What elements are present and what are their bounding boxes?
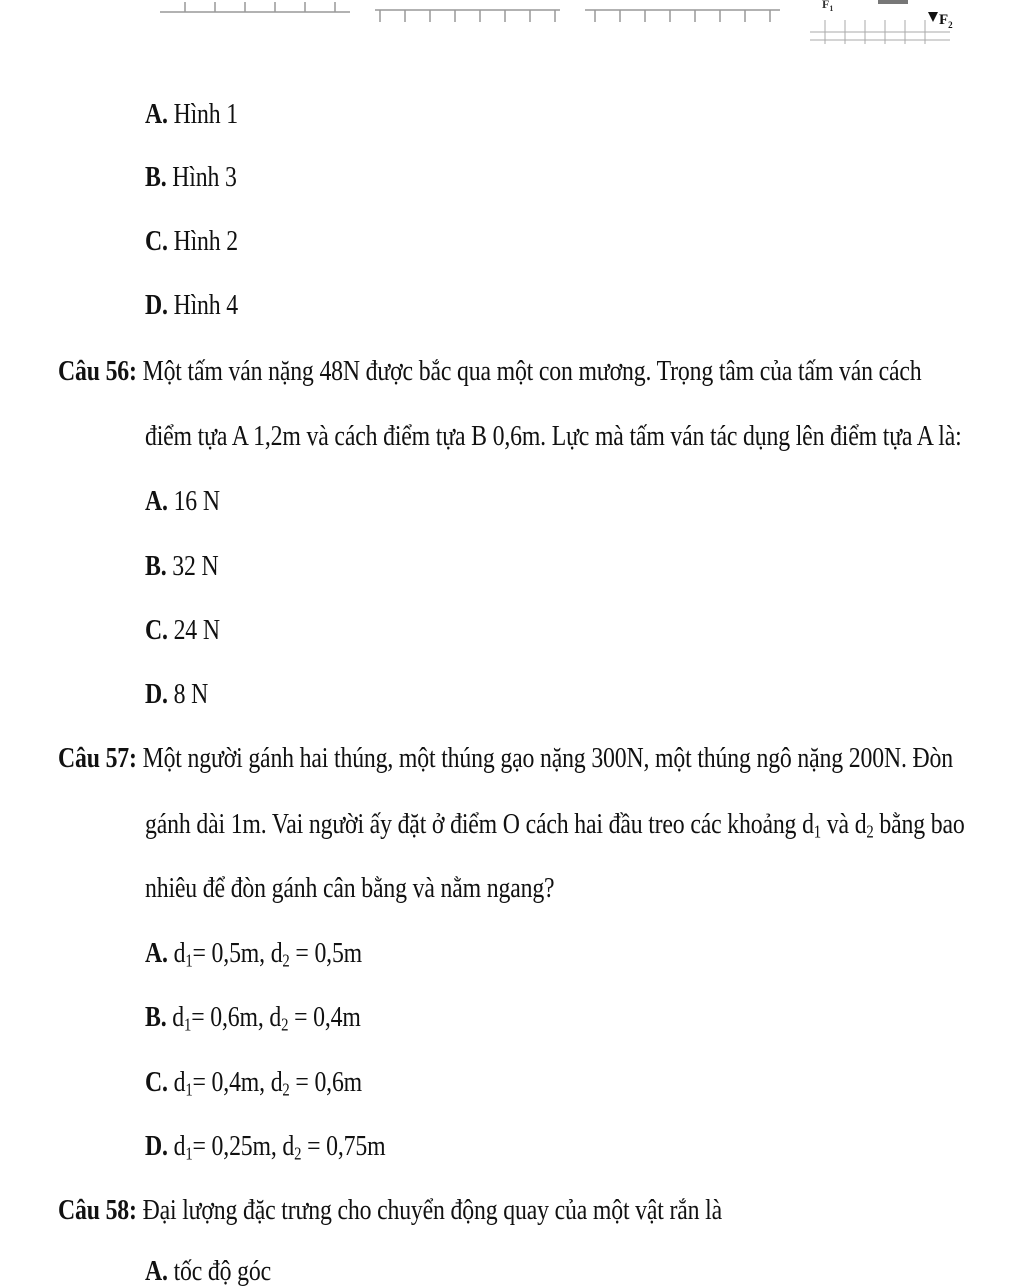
force-f2-label: $F_2$ [939, 12, 953, 30]
q55-option-d: D. Hình 4 [145, 289, 239, 321]
q56-stem-line-1: Câu 56: Một tấm ván nặng 48N được bắc qua một con mương. Trọng tâm của tấm ván cách [58, 355, 922, 387]
q56-option-c: C. 24 N [145, 614, 220, 646]
q56-number: Câu 56: [58, 355, 137, 387]
q57-number: Câu 57: [58, 742, 137, 774]
q57-stem-line-2: gánh dài 1m. Vai người ấy đặt ở điểm O cách hai đầu treo các khoảng $d_1$ và $d_2$ bằng bao [145, 808, 965, 842]
force-grid [810, 20, 950, 44]
q58-option-a-partial: A. tốc độ góc [145, 1255, 272, 1287]
q57-option-a: A. $d_1= 0,5m$, $d_2 = 0,5m$ [145, 937, 363, 971]
q56-stem-line-2: điểm tựa A 1,2m và cách điểm tựa B 0,6m. Lực mà tấm ván tác dụng lên điểm tựa A là: [145, 420, 962, 452]
figure-strip [0, 0, 1024, 46]
q55-option-a: A. Hình 1 [145, 98, 239, 130]
q57-stem-line-3: nhiêu để đòn gánh cân bằng và nằm ngang? [145, 872, 555, 904]
q56-option-b: B. 32 N [145, 550, 219, 582]
ruler-1 [160, 2, 350, 12]
q58-stem-line-1: Câu 58: Đại lượng đặc trưng cho chuyển động quay của một vật rắn là [58, 1194, 722, 1226]
q55-option-c: C. Hình 2 [145, 225, 239, 257]
q56-option-d: D. 8 N [145, 678, 209, 710]
figure-caption-smudge [878, 0, 908, 4]
q55-option-b: B. Hình 3 [145, 161, 237, 193]
q57-option-c: C. $d_1= 0,4m$, $d_2 = 0,6m$ [145, 1066, 363, 1100]
q57-option-d: D. $d_1= 0,25m$, $d_2 = 0,75m$ [145, 1130, 386, 1164]
q56-option-a: A. 16 N [145, 485, 220, 517]
q57-stem-line-1: Câu 57: Một người gánh hai thúng, một thúng gạo nặng 300N, một thúng ngô nặng 200N. Đòn [58, 742, 954, 774]
ruler-2 [375, 10, 560, 22]
q58-number: Câu 58: [58, 1194, 137, 1226]
force-f1-label: $F_1$ [822, 0, 834, 13]
q57-option-b: B. $d_1= 0,6m$, $d_2 = 0,4m$ [145, 1001, 361, 1035]
ruler-3 [585, 10, 780, 22]
force-f2-arrow [928, 12, 938, 22]
